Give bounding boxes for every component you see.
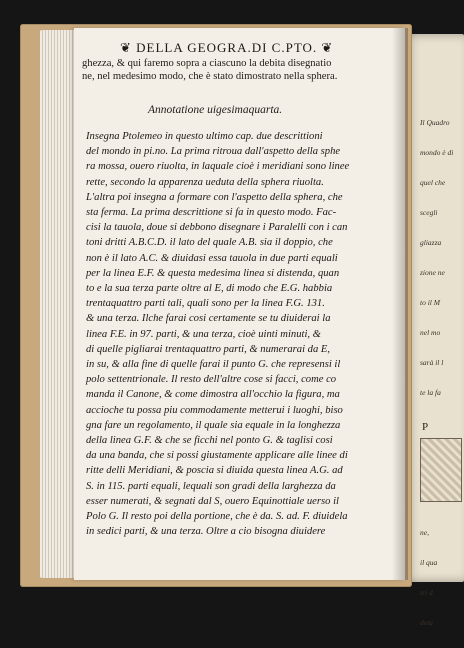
text-line: cisi la tauola, doue si debbono disegnare i Paralelli con i can — [86, 222, 348, 234]
text-line: gna fare un regolamento, il quale sia equale in la longhezza — [86, 419, 341, 431]
facing-line: scegli — [420, 208, 438, 217]
text-line: ra mossa, ouero riuolta, in laquale cioè i meridiani sono linee — [86, 161, 350, 173]
text-line: L'altra poi insegna a formare con l'aspetto della sphera, che — [86, 191, 343, 203]
text-line: polo settentrionale. Il resto dell'altre cose si facci, come co — [86, 374, 337, 386]
text-line: del mondo in pi.no. La prima ritroua dall'aspetto della sphe — [86, 146, 341, 158]
text-line: di quelle pigliarai trentaquattro parti, & numerarai da E, — [86, 343, 331, 355]
facing-line: te la fa — [420, 388, 441, 397]
text-line: sta ferma. La prima descrittione si fa in questo modo. Fac- — [86, 207, 337, 219]
facing-line: nel mo — [420, 328, 441, 337]
facing-page-text-lower — [420, 508, 460, 648]
text-line: esser numerati, & segnati dal S, ouero Equinottiale uerso il — [86, 495, 339, 507]
fleuron-icon: ❦ — [321, 40, 334, 55]
text-line: in sedici parti, & una terza. Oltre a cio bisogna diuidere — [86, 526, 326, 538]
body-text — [86, 129, 406, 539]
text-line: to e la sua terza parte oltre al E, di modo che E.G. habbia — [86, 283, 333, 295]
facing-line: zione ne — [420, 268, 445, 277]
text-line: rette, secondo la apparenza ueduta della sphera riuolta. — [86, 176, 324, 188]
text-line: toni dritti A.B.C.D. il lato del quale A.B. sia il doppio, che — [86, 237, 333, 249]
text-line: in su, & alla fine di quelle farai il punto G. che represensi il — [86, 359, 341, 371]
facing-line: sarà il l — [420, 358, 444, 367]
facing-line: ne, — [420, 528, 429, 537]
facing-line: mondo è di — [420, 148, 454, 157]
facing-line: quel che — [420, 178, 446, 187]
facing-line: il qua — [420, 558, 438, 567]
text-line: da una banda, che si possi giustamente applicare alle linee di — [86, 450, 348, 462]
facing-line: Il Quadro — [420, 118, 450, 127]
text-line: S. in 115. parti equali, lequali son gradi della larghezza da — [86, 480, 336, 492]
text-line: manda il Canone, & come dimostra all'occhio la figura, ma — [86, 389, 340, 401]
facing-line: tri d — [420, 588, 433, 597]
text-line: della linea G.F. & che se ficchi nel ponto G. & taglisi cosi — [86, 435, 333, 447]
facing-initial: P — [422, 421, 429, 433]
text-line: trentaquattro parti tali, quali sono per la linea F.G. 131. — [86, 298, 325, 310]
text-line: Insegna Ptolemeo in questo ultimo cap. due descrittioni — [86, 131, 323, 142]
facing-page-text — [420, 98, 460, 418]
section-title: Annotatione uigesimaquarta. — [148, 104, 283, 116]
text-line: linea F.E. in 97. parti, & una terza, cioè uinti minuti, & — [86, 328, 321, 340]
text-line: & una terza. Ilche farai cosi certamente se tu diuiderai la — [86, 313, 331, 325]
text-line: accioche tu possa piu commodamente metterui i luoghi, biso — [86, 404, 343, 416]
running-head-text: DELLA GEOGRA.DI C.PTO. — [136, 40, 318, 55]
text-line: Polo G. Il resto poi della portione, che è da. S. ad. F. diuidela — [86, 511, 348, 523]
facing-line: gliazza — [420, 238, 442, 247]
running-head — [120, 40, 410, 56]
page-edges — [40, 30, 78, 578]
lead-paragraph — [82, 58, 407, 83]
text-line: ne, nel medesimo modo, che è stato dimostrato nella sphera. — [82, 70, 338, 82]
text-line: non è il lato A.C. & diuidasi essa tauola in due parti equali — [86, 252, 338, 264]
fleuron-icon: ❦ — [120, 40, 132, 55]
text-line: per la linea E.F. & questa medesima linea si distenda, quan — [86, 267, 340, 279]
text-line: ritte delli Meridiani, & poscia si diuida questa linea A.G. ad — [86, 465, 343, 477]
woodcut-ornament — [420, 438, 462, 502]
facing-page — [404, 34, 464, 627]
text-line: ghezza, & qui faremo sopra a ciascuno la debita disegnatio — [82, 58, 332, 69]
facing-line: to il M — [420, 298, 440, 307]
facing-line: deta — [420, 618, 433, 627]
